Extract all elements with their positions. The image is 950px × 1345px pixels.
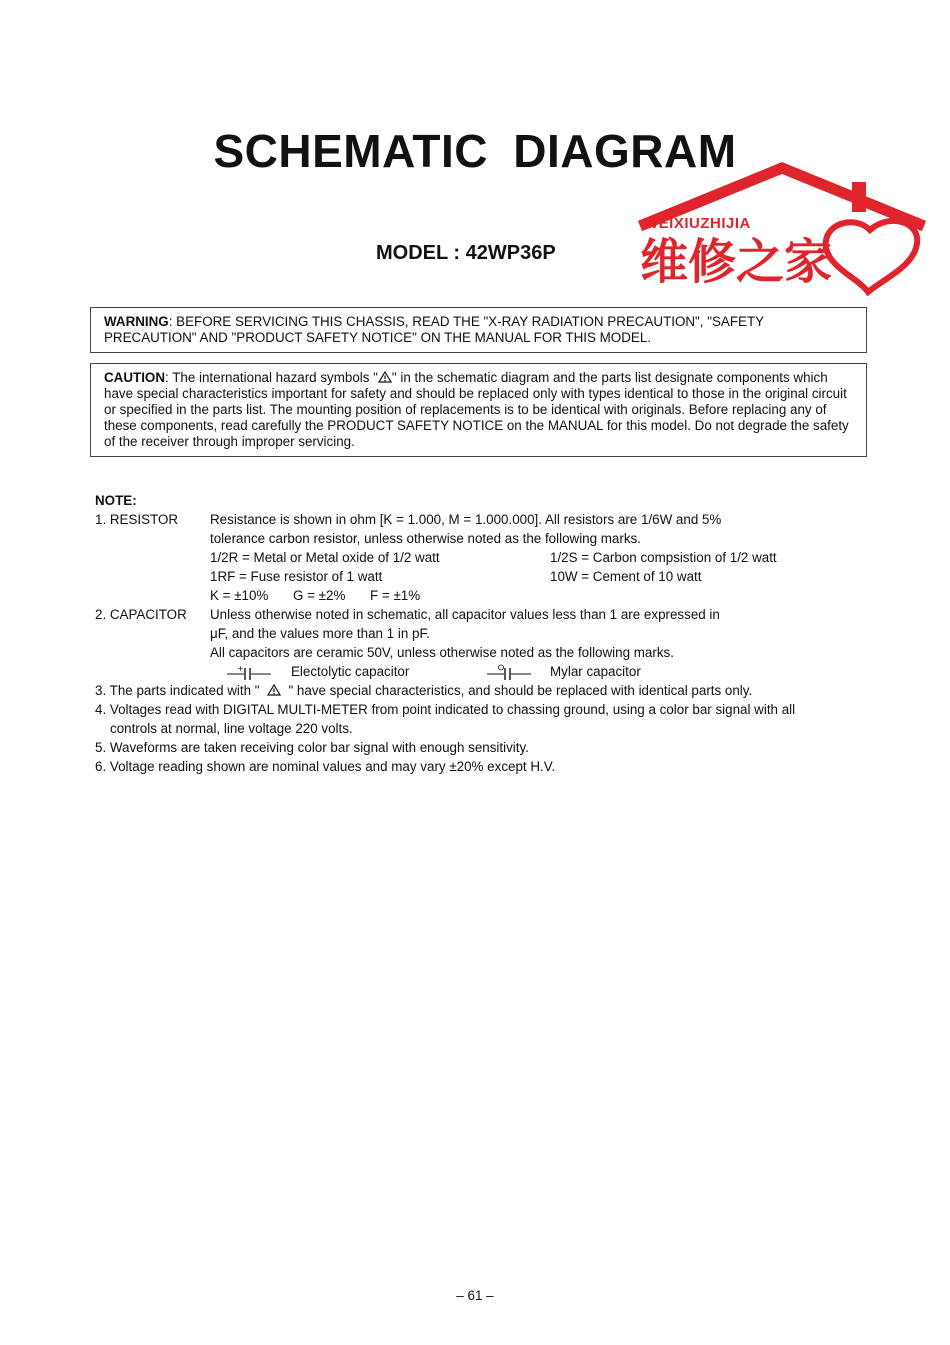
watermark-logo <box>632 160 932 298</box>
note-3-end: " have special characteristics, and should be replaced with identical parts only. <box>288 683 753 698</box>
electrolytic-capacitor-icon <box>225 664 273 680</box>
hazard-triangle-icon <box>267 684 281 696</box>
resistor-line-1: Resistance is shown in ohm [K = 1.000, M = 1.000.000]. All resistors are 1/6W and 5% <box>210 512 722 527</box>
warning-box <box>90 307 867 353</box>
resistor-mark-10w: 10W = Cement of 10 watt <box>550 569 702 584</box>
caution-text-start: : The international hazard symbols " <box>165 370 378 385</box>
capacitor-line-1: Unless otherwise noted in schematic, all capacitor values less than 1 are expressed in <box>210 607 720 622</box>
svg-text:+: + <box>237 664 244 673</box>
note-heading: NOTE: <box>95 493 137 508</box>
electrolytic-capacitor-label: Electolytic capacitor <box>291 664 410 679</box>
warning-text: : BEFORE SERVICING THIS CHASSIS, READ THE "X-RAY RADIATION PRECAUTION", "SAFETY PRECAUTION" AND "PRODUCT SAFETY NOTICE" ON THE MANUAL FOR THIS MODEL. <box>104 314 764 345</box>
mylar-capacitor-label: Mylar capacitor <box>550 664 641 679</box>
resistor-label: 1. RESISTOR <box>95 512 179 527</box>
notes-section <box>95 491 865 776</box>
note-3-start: 3. The parts indicated with " <box>95 683 260 698</box>
hazard-triangle-icon <box>378 371 392 383</box>
tolerance-k: K = ±10% <box>210 588 269 603</box>
page-title: SCHEMATIC DIAGRAM <box>213 125 737 177</box>
capacitor-line-3: All capacitors are ceramic 50V, unless otherwise noted as the following marks. <box>210 645 674 660</box>
resistor-mark-1rf: 1RF = Fuse resistor of 1 watt <box>210 569 383 584</box>
warning-label: WARNING <box>104 314 169 329</box>
model-heading: MODEL : 42WP36P <box>376 242 556 264</box>
tolerance-g: G = ±2% <box>293 588 346 603</box>
note-4-line-2: controls at normal, line voltage 220 volts. <box>110 721 353 736</box>
note-6: 6. Voltage reading shown are nominal values and may vary ±20% except H.V. <box>95 759 556 774</box>
logo-chimney <box>852 182 866 212</box>
logo-chinese: 维修之家 <box>640 234 833 290</box>
caution-text-end: " in the schematic diagram and the parts list designate components which have special characteristics important for safety and should be replaced only with types identical to those in the original circuit or specified in the parts list. The mounting position of replacements is to be identical with originals. Before replacing any of these components, read carefully the PRODUCT SAFETY NOTICE on the MANUAL for this model. Do not degrade the safety of the receiver through improper servicing. <box>104 370 849 449</box>
mylar-capacitor-icon <box>485 664 533 680</box>
note-4-line-1: 4. Voltages read with DIGITAL MULTI-METER from point indicated to chassing ground, using a color bar signal with all <box>95 702 796 717</box>
capacitor-label: 2. CAPACITOR <box>95 607 187 622</box>
logo-heart <box>826 221 918 292</box>
note-5: 5. Waveforms are taken receiving color bar signal with enough sensitivity. <box>95 740 529 755</box>
page-number: – 61 – <box>456 1288 494 1303</box>
resistor-mark-1-2r: 1/2R = Metal or Metal oxide of 1/2 watt <box>210 550 440 565</box>
resistor-mark-1-2s: 1/2S = Carbon compsistion of 1/2 watt <box>550 550 777 565</box>
resistor-line-2: tolerance carbon resistor, unless otherwise noted as the following marks. <box>210 531 641 546</box>
caution-box <box>90 363 867 457</box>
capacitor-line-2: μF, and the values more than 1 in pF. <box>210 626 430 641</box>
caution-label: CAUTION <box>104 370 165 385</box>
logo-text: WEIXIUZHIJIA <box>644 215 751 232</box>
tolerance-f: F = ±1% <box>370 588 421 603</box>
